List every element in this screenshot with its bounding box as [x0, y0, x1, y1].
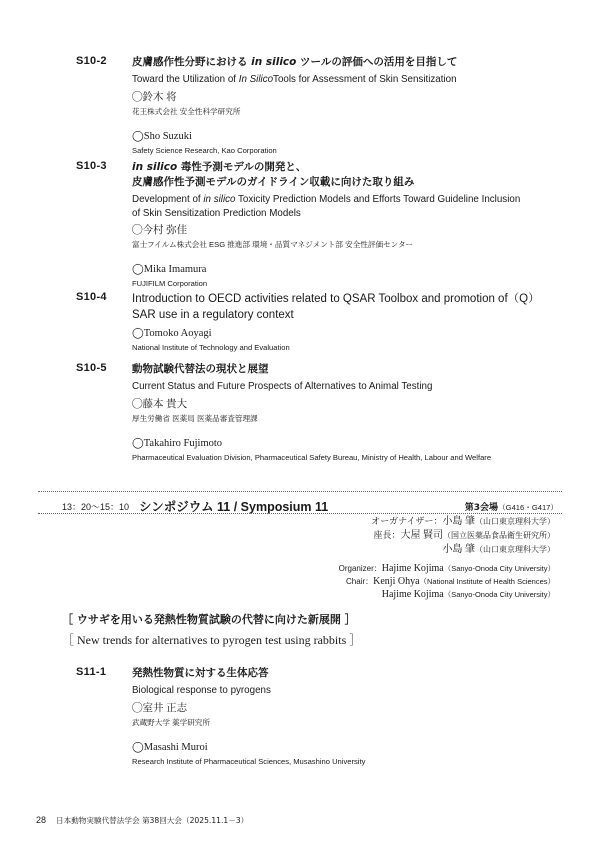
affiliation-en: National Institute of Technology and Evaluation [132, 343, 290, 352]
title-en: Current Status and Future Prospects of Alternatives to Animal Testing [132, 381, 433, 392]
footer-text: 日本動物実験代替法学会 第38回大会（2025.11.1－3） [56, 816, 249, 825]
theme-title-en: ［ New trends for alternatives to pyrogen test using rabbits ］ [62, 633, 362, 647]
speaker-en: ◯Mika Imamura [132, 264, 207, 275]
symposium-title: シンポジウム 11 / Symposium 11 [139, 500, 329, 514]
divider-top [38, 491, 562, 492]
role-label: Chair： [346, 577, 374, 586]
chair-en-line-2 [382, 588, 555, 601]
person-affiliation: （国立医薬品食品衛生研究所） [443, 531, 555, 540]
speaker-en: ◯Tomoko Aoyagi [132, 328, 212, 339]
symposium-room [465, 500, 558, 513]
divider-bottom [38, 513, 562, 514]
person-affiliation: （National Institute of Health Sciences） [419, 577, 555, 586]
affiliation-jp: 花王株式会社 安全性科学研究所 [132, 106, 241, 116]
role-label: Organizer： [338, 564, 382, 573]
person-name: 小島 肇 [442, 544, 475, 555]
speaker-en: ◯Takahiro Fujimoto [132, 437, 223, 449]
title-jp: 皮膚感作性分野における in silico ツールの評価への活用を目指して [132, 56, 458, 68]
title-en-line: SAR use in a regulatory context [132, 309, 294, 321]
presentation-code: S10-4 [76, 291, 107, 303]
speaker-en: ◯Masashi Muroi [132, 741, 208, 753]
affiliation-en: FUJIFILM Corporation [132, 279, 208, 288]
person-name: 大屋 賢司 [400, 530, 443, 541]
person-name: Hajime Kojima [381, 563, 444, 574]
presentation-code: S10-3 [76, 160, 107, 172]
affiliation-en: Pharmaceutical Evaluation Division, Pharmaceutical Safety Bureau, Ministry of Health, Labour and Welfare [132, 452, 492, 462]
title-jp: 発熱性物質に対する生体応答 [132, 667, 269, 679]
symposium-time: 13：20～15：10 [62, 502, 130, 512]
title-jp-line: 皮膚感作性予測モデルのガイドライン収載に向けた取り組み [132, 176, 415, 188]
role-label: オーガナイザー： [371, 517, 443, 527]
speaker-jp: ◯今村 弥佳 [132, 225, 188, 236]
chair-jp-line [373, 529, 555, 543]
chair-jp-line-2 [443, 543, 556, 557]
organizer-jp-line [371, 515, 555, 529]
title-en-line: Introduction to OECD activities related to QSAR Toolbox and promotion of（Q） [132, 293, 540, 305]
title-jp: 動物試験代替法の現状と展望 [132, 363, 269, 375]
title-jp-line: in silico 毒性予測モデルの開発と、 [132, 161, 307, 173]
page-number: 28 [36, 815, 47, 825]
person-affiliation: （山口東京理科大学） [475, 545, 555, 554]
affiliation-en: Research Institute of Pharmaceutical Sciences, Musashino University [132, 756, 366, 766]
role-label: 座長： [373, 531, 401, 541]
speaker-en: ◯Sho Suzuki [132, 130, 192, 142]
chair-en-line [346, 575, 555, 588]
speaker-jp: ◯室井 正志 [132, 702, 188, 714]
affiliation-en: Safety Science Research, Kao Corporation [132, 145, 277, 155]
title-en: Toward the Utilization of In SilicoTools for Assessment of Skin Sensitization [132, 74, 457, 85]
organizer-en-line [339, 562, 555, 575]
speaker-jp: ◯藤本 貴大 [132, 398, 188, 410]
person-name: Kenji Ohya [373, 576, 420, 587]
person-affiliation: （Sanyo-Onoda City University） [443, 590, 555, 599]
room-detail: （G416・G417） [498, 503, 558, 512]
speaker-jp: ◯鈴木 将 [132, 91, 177, 103]
affiliation-jp: 厚生労働省 医薬局 医薬品審査管理課 [132, 413, 258, 423]
presentation-code: S10-2 [76, 55, 107, 67]
title-en-line: of Skin Sensitization Prediction Models [132, 207, 301, 219]
person-name: Hajime Kojima [381, 589, 444, 600]
room-name: 第3会場 [464, 503, 499, 513]
theme-title-jp: ［ ウサギを用いる発熱性物質試験の代替に向けた新展開 ］ [62, 613, 356, 626]
affiliation-jp: 武蔵野大学 薬学研究所 [132, 717, 211, 727]
person-affiliation: （Sanyo-Onoda City University） [443, 564, 555, 573]
page-footer [36, 815, 248, 826]
title-en: Biological response to pyrogens [132, 685, 271, 696]
title-en: Development of in silico Toxicity Prediction Models and Efforts Toward Guideline Inclusion of Skin Sensitization Prediction Models [132, 194, 521, 219]
person-affiliation: （山口東京理科大学） [475, 517, 555, 526]
presentation-code: S11-1 [76, 666, 107, 678]
person-name: 小島 肇 [442, 516, 475, 527]
affiliation-jp: 富士フイルム株式会社 ESG 推進部 環境・品質マネジメント部 安全性評価センター [132, 240, 414, 249]
presentation-code: S10-5 [76, 362, 107, 374]
